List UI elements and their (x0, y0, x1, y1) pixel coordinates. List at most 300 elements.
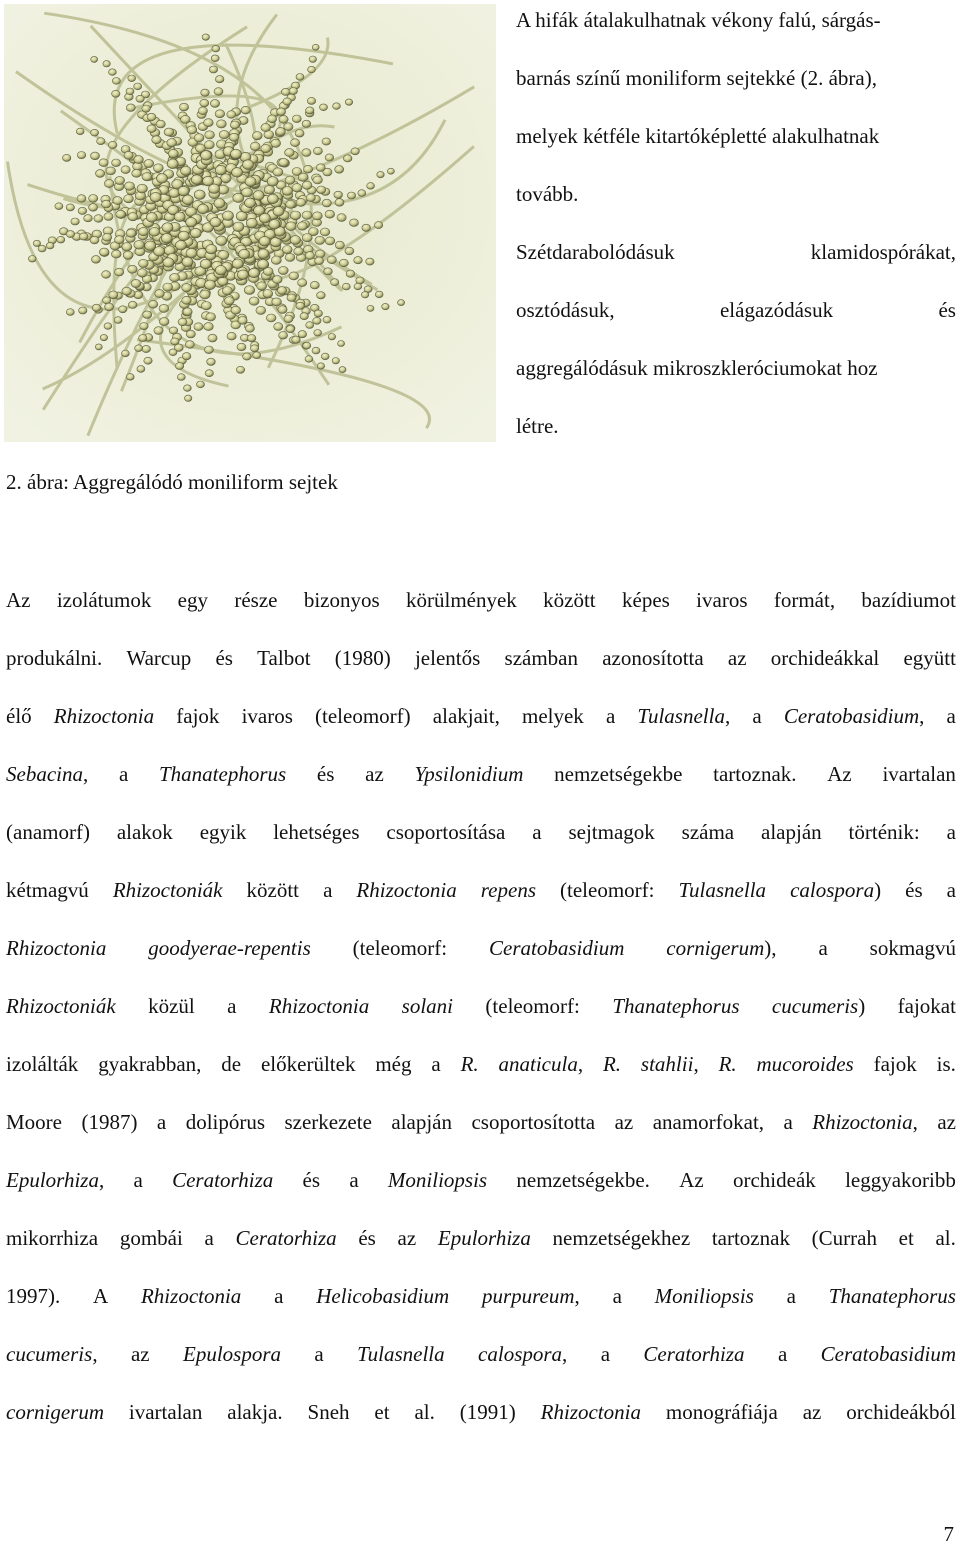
moniliform-cell (186, 330, 195, 338)
body-word: szerkezete (284, 1110, 372, 1134)
moniliform-cell (177, 374, 185, 381)
moniliform-cell (278, 266, 288, 274)
moniliform-cell (28, 256, 36, 263)
body-word: izolátumok (56, 588, 152, 612)
moniliform-cell (144, 159, 154, 167)
core-cell (259, 236, 270, 246)
body-word: (1991) (459, 1400, 516, 1424)
moniliform-cell (343, 155, 352, 162)
moniliform-cell (286, 200, 296, 208)
moniliform-cell (302, 149, 311, 157)
moniliform-cell (100, 334, 107, 340)
moniliform-cell (128, 265, 138, 273)
moniliform-cell (77, 152, 86, 159)
moniliform-cell (131, 279, 141, 287)
core-cell (253, 191, 264, 201)
moniliform-cell (250, 345, 258, 352)
moniliform-cell (305, 252, 314, 260)
moniliform-cell (306, 107, 314, 114)
moniliform-cell (331, 279, 339, 286)
moniliform-cell (112, 250, 122, 258)
moniliform-cell (366, 258, 374, 265)
moniliform-cell (261, 124, 271, 132)
moniliform-cell (156, 120, 165, 128)
body-word: nemzetségekhez (552, 1226, 691, 1250)
core-cell (223, 211, 234, 221)
moniliform-cell (286, 222, 296, 231)
body-word: Rhizoctoniák (112, 878, 223, 902)
body-word: előkerültek (260, 1052, 356, 1076)
body-word: Rhizoctonia (140, 1284, 242, 1308)
core-cell (245, 177, 256, 187)
body-word: et (374, 1400, 390, 1424)
moniliform-cell (297, 222, 307, 230)
moniliform-cell (382, 303, 389, 309)
moniliform-cell (147, 113, 156, 121)
body-word: az (397, 1226, 417, 1250)
core-cell (190, 228, 201, 238)
moniliform-cell (208, 334, 217, 342)
moniliform-cell (91, 56, 98, 62)
body-word: az (614, 1110, 634, 1134)
body-word: a (818, 936, 828, 960)
body-word: mucoroides (756, 1052, 854, 1076)
moniliform-cell (194, 323, 203, 331)
body-word: még (375, 1052, 412, 1076)
body-word: Rhizoctonia (268, 994, 370, 1018)
moniliform-cell (302, 234, 312, 242)
body-word: és (215, 646, 233, 670)
moniliform-cell (215, 110, 225, 118)
core-cell (214, 199, 225, 209)
body-word: formát, (773, 588, 836, 612)
moniliform-cell (171, 338, 179, 345)
moniliform-cell (292, 336, 301, 343)
moniliform-cell (128, 213, 138, 221)
core-cell (259, 213, 270, 223)
moniliform-cell (63, 154, 71, 161)
moniliform-cell (227, 111, 236, 119)
side-line-4: tovább. (516, 182, 579, 206)
side-line-3: melyek kétféle kitartóképletté alakulhatnak (516, 124, 880, 148)
moniliform-cell (244, 286, 254, 295)
body-word: orchideákkal (770, 646, 880, 670)
body-word: alapján (391, 1110, 453, 1134)
moniliform-cell (178, 318, 187, 326)
body-word: alapján (761, 820, 822, 844)
moniliform-cell (104, 323, 112, 330)
body-word: nemzetségekbe (554, 762, 683, 786)
moniliform-cell (184, 385, 192, 392)
moniliform-cell (122, 243, 132, 251)
core-cell (249, 268, 260, 278)
moniliform-cell (285, 176, 295, 184)
moniliform-cell (313, 317, 321, 324)
body-word: fajokat (897, 994, 956, 1018)
body-word: solani (401, 994, 453, 1018)
core-cell (175, 240, 186, 250)
moniliform-cell (152, 136, 162, 144)
body-word: Moniliopsis (654, 1284, 754, 1308)
body-word: bazídiumot (861, 588, 956, 612)
side-word: elágazódásuk (719, 298, 834, 322)
moniliform-cell (295, 130, 304, 138)
moniliform-cell (256, 306, 266, 314)
moniliform-cell (128, 301, 137, 308)
body-word: között (246, 878, 300, 902)
moniliform-cell (315, 250, 325, 258)
body-word: a (946, 704, 956, 728)
moniliform-cell (89, 204, 98, 212)
body-word: Az (827, 762, 852, 786)
micrograph-figure (4, 4, 496, 442)
moniliform-cell (202, 34, 209, 40)
moniliform-cell (276, 128, 286, 136)
side-word: osztódásuk, (516, 298, 615, 322)
body-word: Epulospora (183, 1342, 282, 1366)
body-word: között (543, 588, 596, 612)
body-word: Moore (6, 1110, 62, 1134)
body-word: fajok (176, 704, 220, 728)
moniliform-cell (132, 169, 142, 177)
moniliform-cell (324, 268, 333, 275)
moniliform-cell (338, 341, 345, 347)
core-cell (245, 198, 256, 208)
core-cell (215, 165, 226, 175)
moniliform-cell (179, 103, 188, 111)
moniliform-cell (124, 195, 134, 203)
moniliform-cell (204, 141, 214, 149)
side-word: klamidospórákat, (810, 240, 956, 264)
moniliform-cell (279, 158, 289, 166)
moniliform-cell (339, 367, 346, 373)
body-line (6, 704, 956, 730)
body-word: stahlii, (640, 1052, 699, 1076)
body-line (6, 762, 956, 788)
moniliform-cell (320, 228, 330, 236)
moniliform-cell (123, 251, 133, 259)
core-cell (237, 270, 248, 280)
body-word: a (946, 878, 956, 902)
moniliform-cell (77, 195, 86, 203)
moniliform-cell (229, 133, 239, 141)
moniliform-cell (285, 253, 295, 261)
moniliform-cell (308, 66, 316, 73)
body-word: dolipórus (185, 1110, 266, 1134)
moniliform-cell (350, 219, 359, 227)
body-word: Sebacina, (6, 762, 89, 786)
moniliform-cell (103, 233, 112, 241)
core-cell (273, 207, 284, 217)
side-line-5 (516, 240, 956, 266)
body-line (6, 994, 956, 1020)
moniliform-cell (97, 138, 105, 145)
core-cell (161, 234, 172, 244)
moniliform-cell (71, 218, 79, 225)
moniliform-cell (126, 88, 134, 95)
body-word: az (130, 1342, 150, 1366)
core-cell (269, 220, 280, 230)
moniliform-cell (291, 139, 300, 147)
moniliform-cell (320, 104, 328, 111)
moniliform-cell (138, 259, 148, 267)
body-line (6, 878, 956, 904)
body-word: az (802, 1400, 822, 1424)
moniliform-cell (298, 331, 307, 338)
body-word: Az (679, 1168, 704, 1192)
body-word: Rhizoctonia, (812, 1110, 918, 1134)
core-cell (146, 213, 157, 223)
moniliform-cell (347, 192, 355, 199)
moniliform-cell (312, 347, 320, 354)
body-word: Warcup (126, 646, 192, 670)
body-line (6, 1168, 956, 1194)
moniliform-cell (290, 236, 300, 245)
body-word: tartoznak (711, 1226, 790, 1250)
body-word: tartoznak. (713, 762, 797, 786)
moniliform-cell (211, 55, 219, 62)
moniliform-cell (317, 186, 326, 194)
moniliform-cell (79, 307, 87, 314)
body-word: purpureum, (481, 1284, 580, 1308)
moniliform-cell (143, 311, 152, 319)
moniliform-cell (105, 303, 114, 311)
body-word: Rhizoctonia (356, 878, 457, 902)
body-word: Tulasnella (678, 878, 767, 902)
page-number: 7 (943, 1522, 954, 1546)
body-word: cucumeris) (771, 994, 866, 1018)
moniliform-cell (307, 97, 315, 104)
moniliform-cell (205, 131, 215, 139)
moniliform-cell (102, 200, 111, 208)
moniliform-cell (149, 227, 159, 236)
moniliform-cell (304, 165, 313, 173)
moniliform-cell (198, 107, 207, 115)
core-cell (167, 159, 178, 169)
moniliform-cell (222, 287, 232, 295)
body-word: Thanatephorus (828, 1284, 956, 1308)
moniliform-cell (33, 240, 40, 246)
body-word: és (316, 762, 335, 786)
body-word: számban (504, 646, 578, 670)
moniliform-cell (155, 290, 165, 298)
body-word: a (323, 878, 333, 902)
body-word: ivaros (696, 588, 748, 612)
moniliform-cell (335, 241, 344, 249)
body-word: a (274, 1284, 284, 1308)
body-word: fajok (873, 1052, 917, 1076)
core-cell (198, 204, 209, 214)
moniliform-cell (170, 273, 180, 281)
moniliform-cell (102, 271, 111, 279)
moniliform-cell (182, 284, 192, 292)
moniliform-cell (345, 247, 354, 255)
body-word: Ypsilonidium (414, 762, 524, 786)
body-word: része (234, 588, 278, 612)
moniliform-cell (271, 139, 281, 147)
moniliform-cell (206, 313, 216, 321)
moniliform-cell (317, 292, 326, 299)
moniliform-cell (200, 290, 210, 299)
moniliform-cell (112, 159, 121, 167)
moniliform-cell (328, 334, 335, 340)
body-word: (teleomorf: (560, 878, 655, 902)
moniliform-cell (325, 237, 335, 245)
moniliform-cell (194, 134, 204, 142)
moniliform-cell (147, 125, 156, 133)
moniliform-cell (302, 120, 311, 127)
body-word: körülmények (406, 588, 517, 612)
moniliform-cell (271, 256, 281, 264)
moniliform-cell (252, 132, 262, 140)
core-cell (210, 217, 221, 227)
body-word: a (946, 820, 956, 844)
moniliform-cell (317, 363, 324, 369)
moniliform-cell (137, 269, 147, 277)
moniliform-cell (300, 313, 308, 320)
body-word: (1980) (334, 646, 391, 670)
moniliform-cell (210, 100, 219, 108)
moniliform-cell (169, 189, 180, 198)
moniliform-cell (137, 366, 145, 373)
body-word: a (783, 1110, 793, 1134)
body-word: izolálták (6, 1052, 79, 1076)
moniliform-cell (231, 306, 241, 314)
moniliform-cell (306, 194, 315, 202)
moniliform-cell (103, 297, 111, 304)
body-word: (Currah (811, 1226, 877, 1250)
moniliform-cell (66, 309, 74, 316)
core-cell (216, 236, 227, 246)
moniliform-cell (55, 203, 63, 210)
moniliform-cell (89, 195, 98, 203)
moniliform-cell (142, 105, 151, 112)
moniliform-cell (273, 168, 283, 176)
body-line (6, 588, 956, 614)
moniliform-cell (241, 106, 250, 114)
moniliform-cell (204, 119, 214, 127)
moniliform-cell (163, 283, 173, 291)
body-word: alakja. (227, 1400, 283, 1424)
moniliform-cell (126, 104, 135, 112)
body-word: lehetséges (273, 820, 360, 844)
moniliform-cell (92, 256, 101, 264)
moniliform-cell (339, 259, 348, 267)
moniliform-cell (169, 327, 178, 334)
body-word: leggyakoribb (845, 1168, 956, 1192)
moniliform-cell (217, 120, 227, 128)
body-word: Ceratorhiza (172, 1168, 274, 1192)
moniliform-cell (264, 185, 274, 194)
moniliform-cell (181, 115, 191, 123)
body-word: kétmagvú (6, 878, 89, 902)
moniliform-cell (159, 304, 169, 312)
moniliform-cell (298, 279, 307, 287)
core-cell (162, 223, 173, 233)
body-word: a (431, 1052, 441, 1076)
core-cell (178, 186, 189, 196)
moniliform-cell (346, 270, 355, 277)
moniliform-cell (249, 297, 259, 305)
body-word: (1987) (81, 1110, 138, 1134)
moniliform-cell (362, 224, 371, 231)
moniliform-cell (227, 332, 236, 340)
moniliform-cell (164, 128, 174, 136)
body-word: a (314, 1342, 324, 1366)
body-word: ivartalan (882, 762, 956, 786)
moniliform-cell (337, 214, 346, 222)
body-word: Rhizoctonia (53, 704, 155, 728)
moniliform-cell (209, 66, 217, 73)
moniliform-cell (312, 44, 319, 50)
body-word: egy (177, 588, 208, 612)
moniliform-cell (284, 315, 293, 323)
moniliform-cell (212, 45, 220, 52)
moniliform-cell (124, 151, 133, 159)
moniliform-cell (375, 291, 383, 298)
body-word: a (605, 704, 616, 728)
body-word: bizonyos (303, 588, 380, 612)
moniliform-cell (315, 236, 325, 244)
body-word: melyek (522, 704, 584, 728)
moniliform-cell (313, 212, 323, 220)
moniliform-cell (104, 180, 114, 188)
moniliform-cell (351, 148, 359, 155)
core-cell (205, 280, 216, 290)
side-word: és (938, 298, 956, 322)
moniliform-cell (283, 98, 292, 105)
moniliform-cell (115, 236, 125, 244)
moniliform-cell (273, 276, 283, 284)
body-word: goodyerae-repentis (148, 936, 311, 960)
moniliform-cell (122, 350, 130, 357)
moniliform-cell (112, 78, 120, 85)
moniliform-cell (325, 210, 335, 218)
body-word: produkálni. (6, 646, 103, 670)
moniliform-cell (302, 211, 312, 219)
body-word: Thanatephorus (612, 994, 740, 1018)
moniliform-cell (278, 306, 287, 314)
body-line (6, 820, 956, 846)
moniliform-cell (175, 363, 183, 370)
moniliform-cell (302, 181, 312, 189)
moniliform-cell (142, 345, 151, 352)
body-word: és (358, 1226, 376, 1250)
body-word: az (727, 646, 747, 670)
moniliform-cell (219, 130, 229, 138)
moniliform-cell (214, 88, 223, 96)
moniliform-cell (215, 76, 224, 83)
moniliform-cell (66, 231, 74, 238)
core-cell (182, 257, 193, 267)
body-word: de (221, 1052, 242, 1076)
body-word: képes (622, 588, 670, 612)
body-word: egyik (199, 820, 247, 844)
moniliform-cell (122, 287, 132, 295)
moniliform-cell (197, 381, 205, 388)
moniliform-cell (90, 236, 99, 244)
moniliform-cell (306, 322, 314, 329)
moniliform-cell (316, 164, 325, 172)
body-word: ivartalan (128, 1400, 203, 1424)
body-word: Ceratobasidium (489, 936, 625, 960)
moniliform-cell (181, 166, 192, 175)
moniliform-cell (134, 83, 142, 90)
body-line (6, 1226, 956, 1252)
core-cell (186, 248, 197, 258)
figure-caption: 2. ábra: Aggregálódó moniliform sejtek (6, 470, 338, 494)
core-cell (178, 231, 189, 241)
